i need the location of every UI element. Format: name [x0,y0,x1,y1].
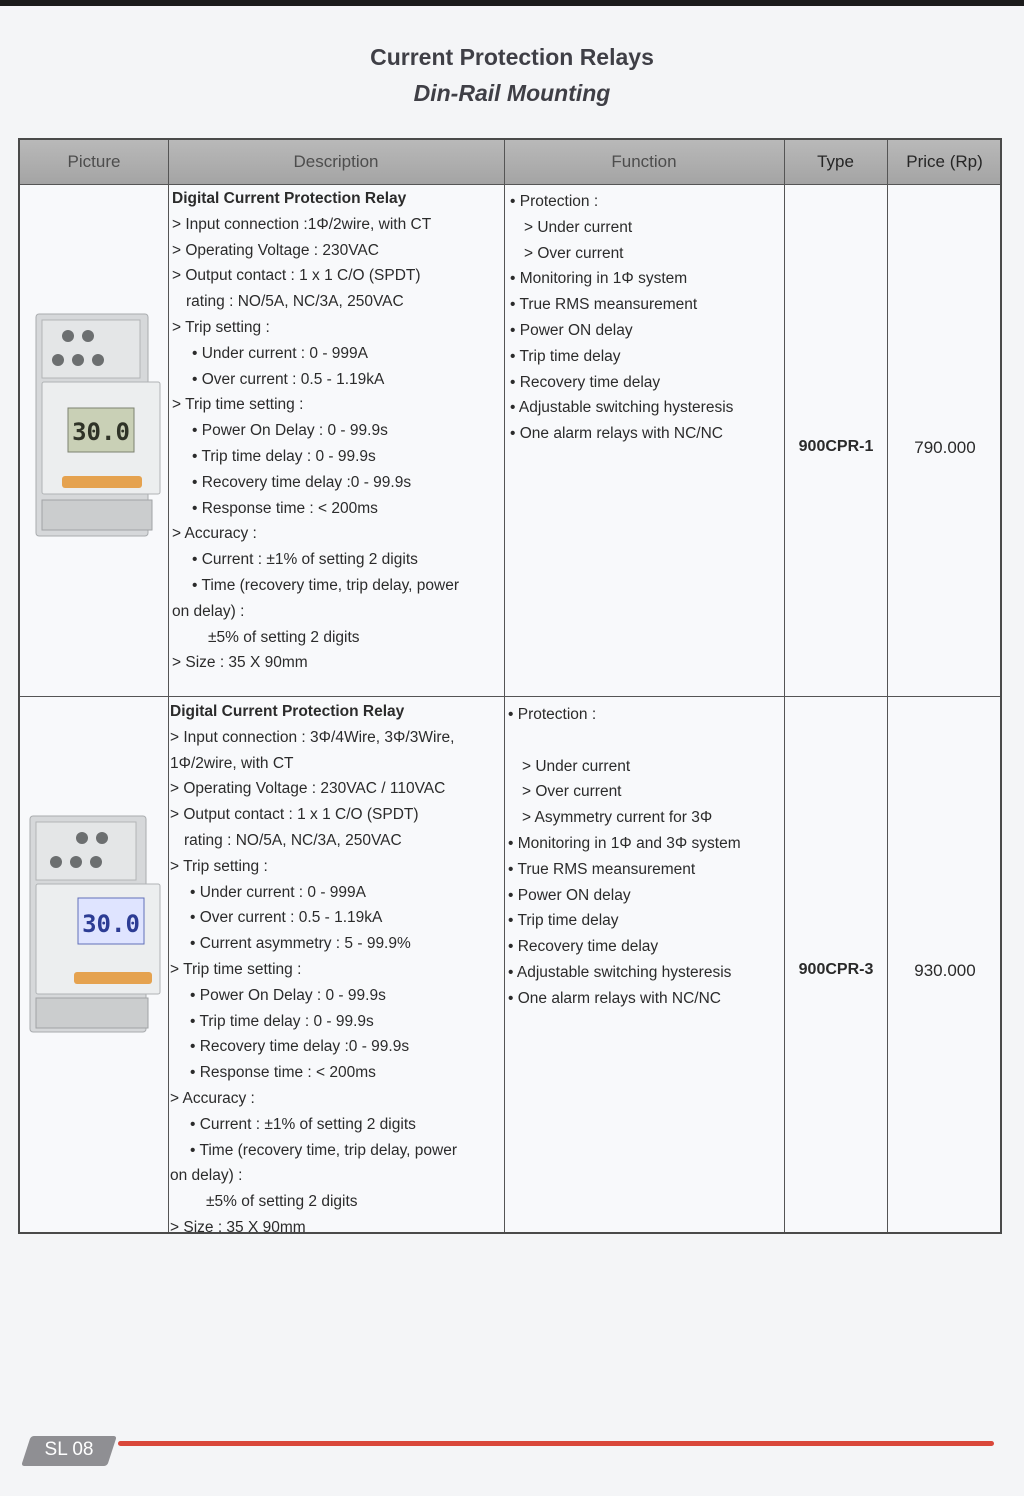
footer-accent-line [118,1441,994,1446]
function-line: • True RMS meansurement [510,296,698,314]
spec-line: > Trip setting : [170,857,268,875]
spec-line: • Time (recovery time, trip delay, power [190,1141,457,1159]
function-line: • One alarm relays with NC/NC [508,989,722,1007]
function-line: > Under current [524,218,633,236]
spec-line: • Current : ±1% of setting 2 digits [192,551,418,569]
spec-line: • Response time : < 200ms [192,499,378,517]
spec-line: • Current asymmetry : 5 - 99.9% [190,935,411,953]
function-line: • Monitoring in 1Φ system [510,270,688,288]
product-name: Digital Current Protection Relay [170,703,405,720]
spec-line: on delay) : [172,602,245,620]
product-name: Digital Current Protection Relay [172,190,407,207]
row-divider [20,184,1000,185]
spec-line: • Under current : 0 - 999A [192,344,369,362]
column-divider [784,140,785,1232]
header-description: Description [293,152,379,171]
spec-line: > Operating Voltage : 230VAC [172,241,379,259]
spec-line: > Size : 35 X 90mm [170,1218,306,1236]
relay-device-icon [24,310,164,540]
function-line: • Adjustable switching hysteresis [510,399,734,417]
spec-line: • Response time : < 200ms [190,1064,376,1082]
spec-line: > Input connection : 3Φ/4Wire, 3Φ/3Wire, [170,728,455,746]
spec-line: 1Φ/2wire, with CT [170,754,294,772]
spec-line: ±5% of setting 2 digits [208,628,360,646]
spec-line: > Size : 35 X 90mm [172,654,308,672]
spec-line: • Under current : 0 - 999A [190,883,367,901]
svg-text:30.0: 30.0 [82,910,140,938]
spec-line: > Accuracy : [172,525,257,543]
function-line: • Protection : [508,706,597,723]
spec-line: • Recovery time delay :0 - 99.9s [192,473,412,491]
spec-line: > Trip setting : [172,318,270,336]
spec-line: > Operating Voltage : 230VAC / 110VAC [170,780,446,798]
function-line: • One alarm relays with NC/NC [510,425,724,443]
function-line: • Power ON delay [508,886,631,904]
row-divider [20,696,1000,697]
spec-line: • Power On Delay : 0 - 99.9s [192,422,388,440]
table-header [20,140,1000,184]
page-subtitle: Din-Rail Mounting [413,80,611,106]
spec-line: • Over current : 0.5 - 1.19kA [192,370,385,388]
spec-line: > Output contact : 1 x 1 C/O (SPDT) [170,806,419,824]
function-line: • True RMS meansurement [508,860,696,878]
page-label: SL 08 [44,1439,94,1460]
header-price: Price (Rp) [906,152,983,171]
spec-line: • Over current : 0.5 - 1.19kA [190,909,383,927]
function-cell [508,702,741,1012]
header-type: Type [817,152,854,171]
header-picture: Picture [67,152,121,171]
function-line: > Asymmetry current for 3Φ [522,809,713,827]
product-price: 930.000 [914,961,976,980]
product-price: 790.000 [914,438,976,457]
function-line: • Monitoring in 1Φ and 3Φ system [508,834,741,852]
product-type: 900CPR-1 [798,438,874,455]
spec-line: • Time (recovery time, trip delay, power [192,576,459,594]
spec-line: > Accuracy : [170,1089,255,1107]
description-cell [172,186,459,676]
function-cell [510,189,733,447]
function-line: > Over current [524,244,624,262]
spec-line: ±5% of setting 2 digits [206,1193,358,1211]
product-table [18,138,1002,1234]
spec-line: • Trip time delay : 0 - 99.9s [190,1012,374,1030]
spec-line: • Current : ±1% of setting 2 digits [190,1115,416,1133]
top-edge-bar [0,0,1024,6]
function-line: > Under current [522,757,631,775]
page-title: Current Protection Relays [370,44,654,70]
spec-line: > Trip time setting : [172,396,304,414]
function-line: • Recovery time delay [510,373,661,391]
spec-line: > Output contact : 1 x 1 C/O (SPDT) [172,267,421,285]
spec-line: • Power On Delay : 0 - 99.9s [190,986,386,1004]
function-line: • Recovery time delay [508,938,659,956]
column-divider [504,140,505,1232]
spec-line: > Input connection :1Φ/2wire, with CT [172,215,432,233]
spec-line: rating : NO/5A, NC/3A, 250VAC [184,831,402,849]
header-function: Function [611,152,677,171]
svg-text:30.0: 30.0 [72,418,130,446]
function-line: • Adjustable switching hysteresis [508,963,732,981]
product-type: 900CPR-3 [798,961,874,978]
function-line: • Trip time delay [510,347,621,365]
spec-line: on delay) : [170,1167,243,1185]
column-divider [168,140,169,1232]
description-cell [170,699,457,1241]
spec-line: • Trip time delay : 0 - 99.9s [192,447,376,465]
function-line: • Protection : [510,193,599,210]
function-line [508,728,741,754]
function-line: > Over current [522,783,622,801]
spec-line: • Recovery time delay :0 - 99.9s [190,1038,410,1056]
spec-line: rating : NO/5A, NC/3A, 250VAC [186,293,404,311]
relay-device-icon [22,812,164,1037]
function-line: • Trip time delay [508,912,619,930]
function-line: • Power ON delay [510,321,633,339]
column-divider [887,140,888,1232]
spec-line: > Trip time setting : [170,960,302,978]
